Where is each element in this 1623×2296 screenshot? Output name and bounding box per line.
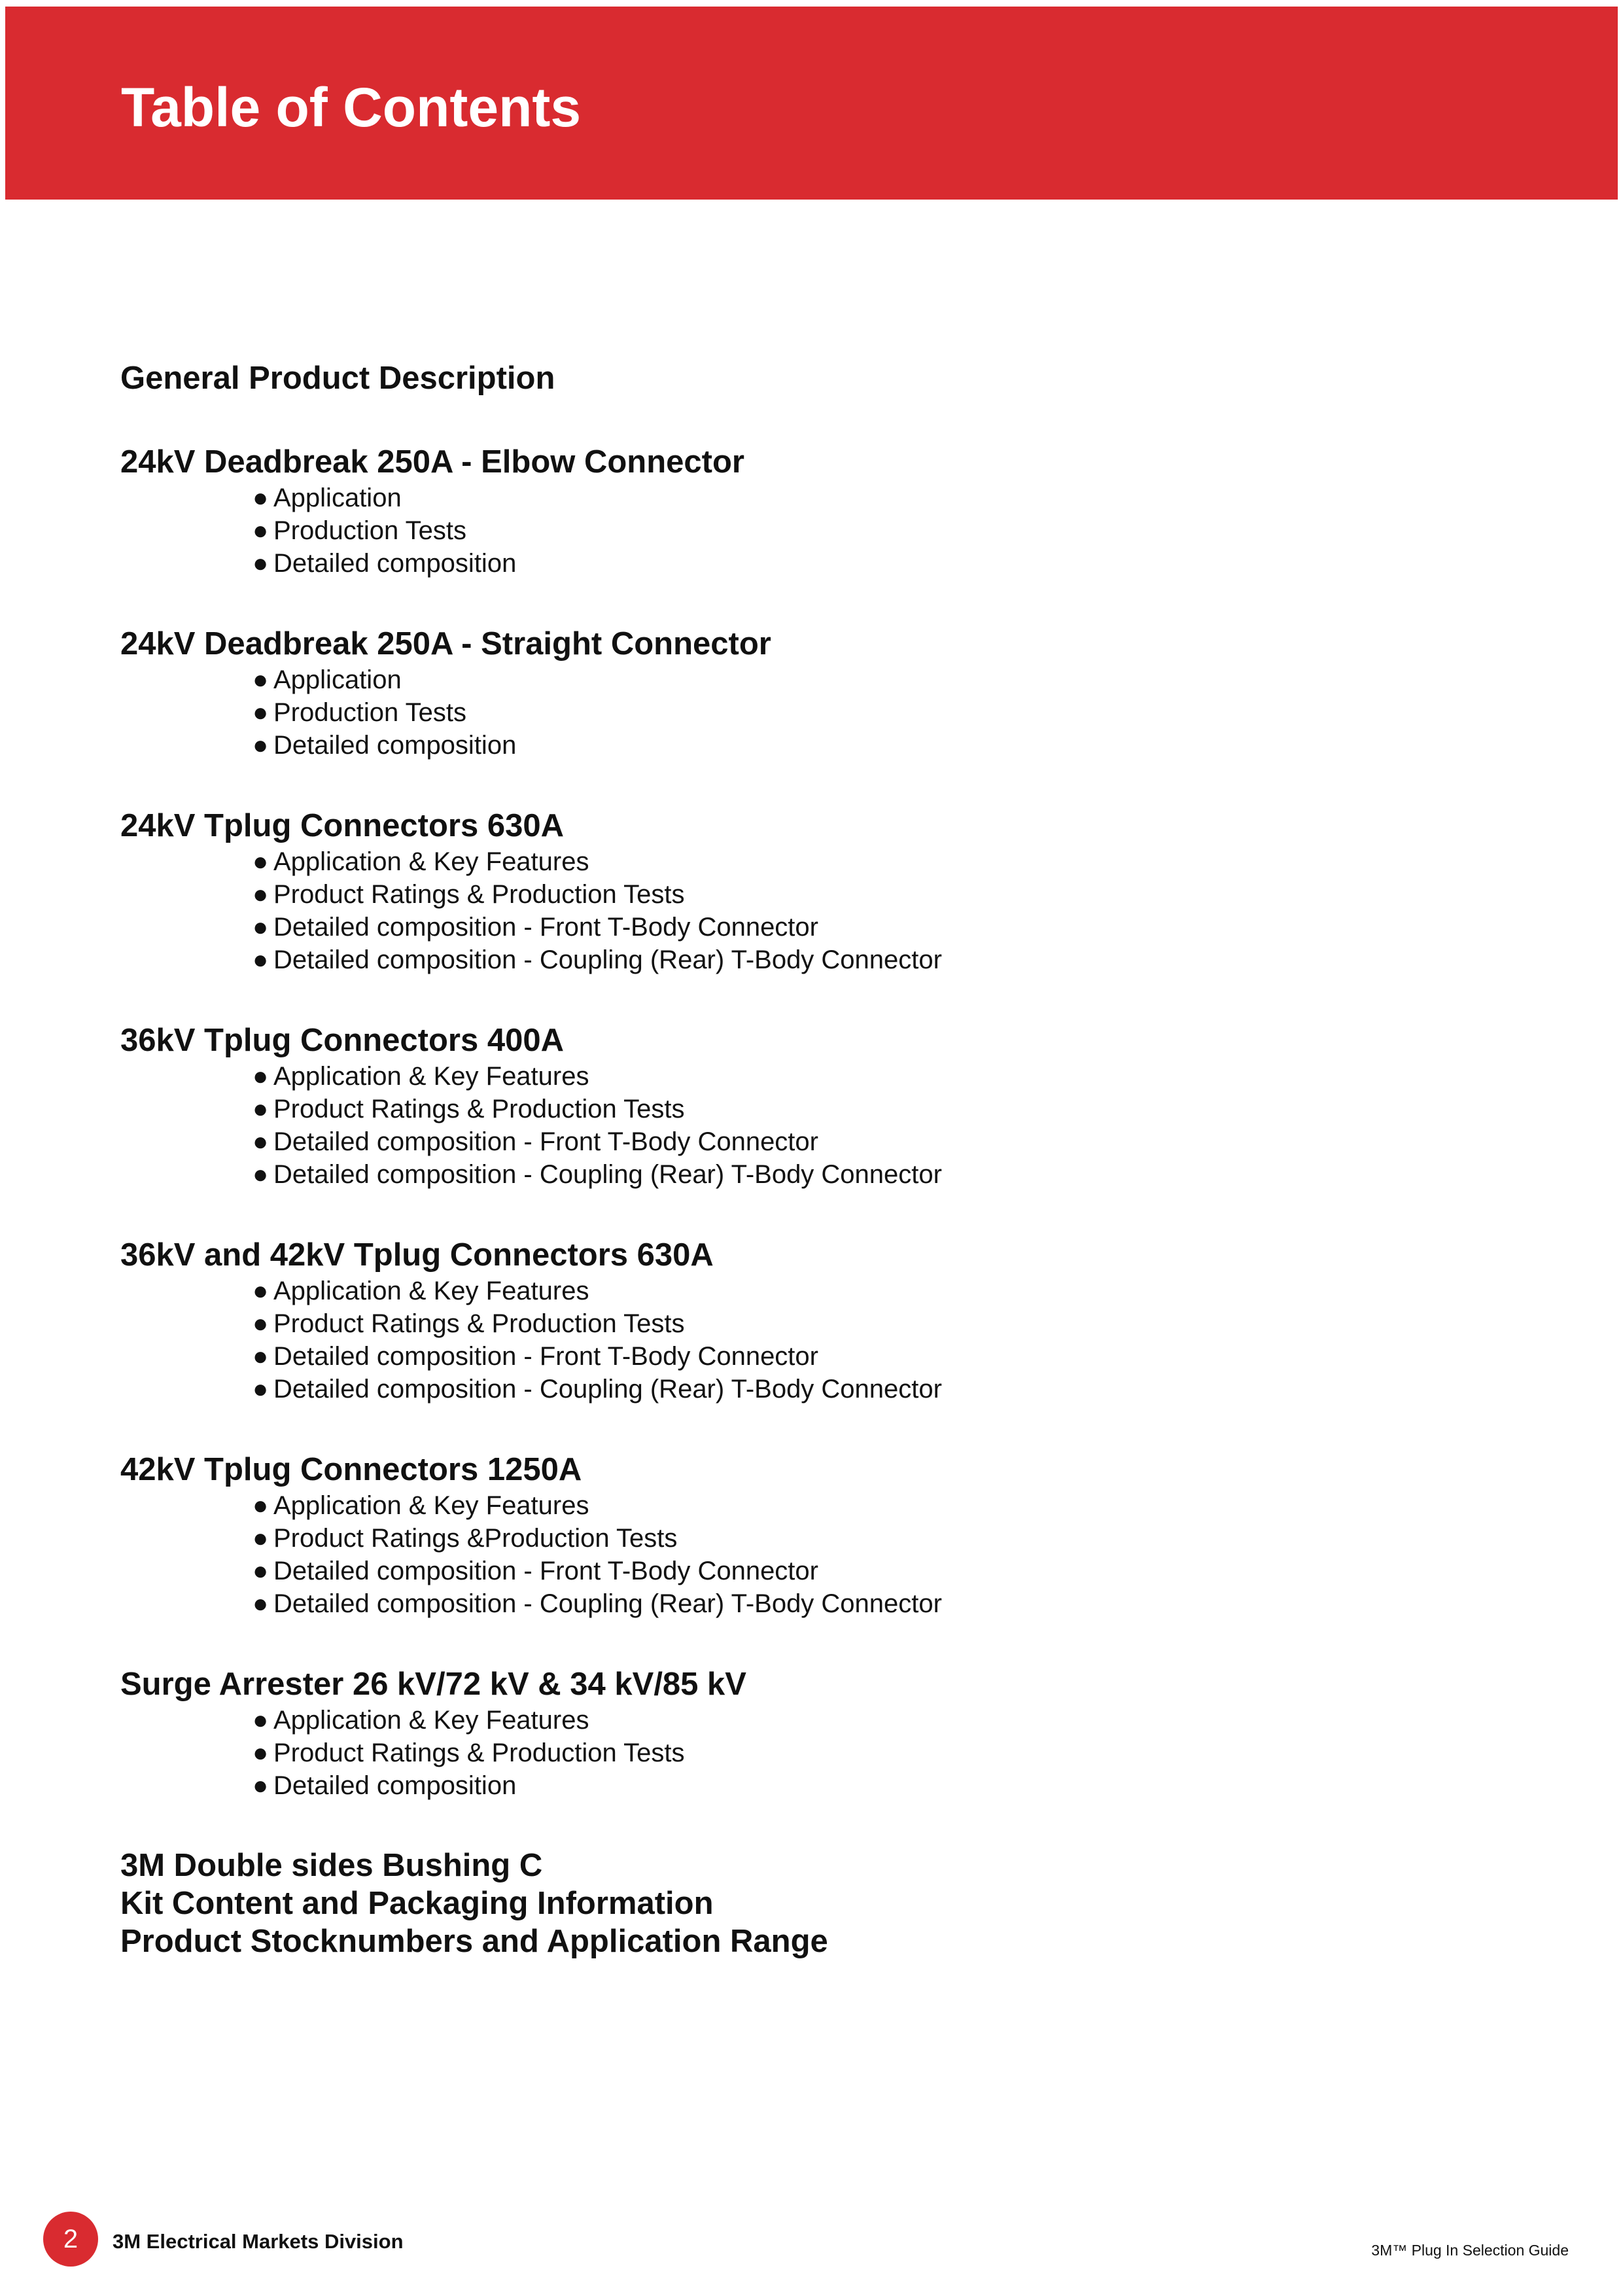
toc-section bbox=[120, 1450, 1363, 1620]
bullet-icon: ● bbox=[253, 880, 269, 909]
page-number-badge: 2 bbox=[43, 2212, 98, 2267]
bullet-icon: ● bbox=[253, 1309, 269, 1338]
toc-subitem-label: Application & Key Features bbox=[273, 1062, 589, 1091]
bullet-icon: ● bbox=[253, 1491, 269, 1520]
toc-subitem[interactable] bbox=[253, 1340, 1363, 1373]
toc-subitem[interactable] bbox=[253, 547, 1363, 580]
toc-subitem[interactable] bbox=[253, 1737, 1363, 1769]
toc-subitem-label: Detailed composition - Front T-Body Connector bbox=[273, 1127, 818, 1156]
toc-subitem-label: Detailed composition - Coupling (Rear) T-Body Connector bbox=[273, 1375, 942, 1404]
toc-subitem-label: Detailed composition bbox=[273, 731, 517, 760]
bullet-icon: ● bbox=[253, 484, 269, 512]
toc-subitem[interactable] bbox=[253, 1489, 1363, 1522]
toc-subitems bbox=[120, 1704, 1363, 1802]
toc-subitem[interactable] bbox=[253, 1373, 1363, 1405]
bullet-icon: ● bbox=[253, 1127, 269, 1156]
toc-subitem-label: Detailed composition - Coupling (Rear) T-Body Connector bbox=[273, 945, 942, 974]
bullet-icon: ● bbox=[253, 1342, 269, 1371]
toc-subitem-label: Application & Key Features bbox=[273, 847, 589, 876]
toc-subitem-label: Detailed composition - Front T-Body Connector bbox=[273, 1342, 818, 1371]
toc-subitem[interactable] bbox=[253, 663, 1363, 696]
toc-subitem-label: Application bbox=[273, 665, 402, 694]
bullet-icon: ● bbox=[253, 1771, 269, 1800]
toc-section bbox=[120, 1021, 1363, 1191]
bullet-icon: ● bbox=[253, 1062, 269, 1091]
toc-subitems bbox=[120, 1489, 1363, 1620]
toc-section bbox=[120, 806, 1363, 976]
bullet-icon: ● bbox=[253, 665, 269, 694]
toc-subitem[interactable] bbox=[253, 878, 1363, 911]
toc-section bbox=[120, 1235, 1363, 1405]
toc-general bbox=[120, 359, 1363, 398]
toc-heading[interactable]: 36kV and 42kV Tplug Connectors 630A bbox=[120, 1237, 714, 1273]
toc-subitem[interactable] bbox=[253, 729, 1363, 762]
toc-heading[interactable]: 24kV Deadbreak 250A - Straight Connector bbox=[120, 626, 771, 662]
toc-subitem[interactable] bbox=[253, 911, 1363, 944]
bullet-icon: ● bbox=[253, 1739, 269, 1767]
toc-subitem-label: Detailed composition bbox=[273, 549, 517, 578]
toc-subitem[interactable] bbox=[253, 482, 1363, 514]
toc-heading[interactable]: 3M Double sides Bushing C bbox=[120, 1848, 543, 1883]
toc-subitems bbox=[120, 663, 1363, 762]
toc-subitem[interactable] bbox=[253, 845, 1363, 878]
toc-subitem-label: Detailed composition - Front T-Body Connector bbox=[273, 1557, 818, 1585]
toc-tail-group bbox=[120, 1846, 1363, 1960]
table-of-contents bbox=[120, 359, 1363, 2005]
bullet-icon: ● bbox=[253, 731, 269, 760]
toc-section bbox=[120, 1665, 1363, 1802]
toc-subitem-label: Detailed composition - Front T-Body Connector bbox=[273, 913, 818, 942]
toc-subitem-label: Detailed composition - Coupling (Rear) T-Body Connector bbox=[273, 1160, 942, 1189]
toc-heading[interactable]: 24kV Deadbreak 250A - Elbow Connector bbox=[120, 444, 744, 480]
toc-heading[interactable]: 42kV Tplug Connectors 1250A bbox=[120, 1452, 582, 1487]
toc-subitem-label: Production Tests bbox=[273, 698, 466, 727]
toc-heading[interactable]: Kit Content and Packaging Information bbox=[120, 1886, 714, 1921]
bullet-icon: ● bbox=[253, 913, 269, 942]
toc-subitem[interactable] bbox=[253, 1769, 1363, 1802]
toc-subitem[interactable] bbox=[253, 1158, 1363, 1191]
bullet-icon: ● bbox=[253, 516, 269, 545]
toc-subitems bbox=[120, 1060, 1363, 1191]
toc-subitem-label: Product Ratings & Production Tests bbox=[273, 1309, 685, 1338]
toc-subitem[interactable] bbox=[253, 1275, 1363, 1307]
toc-subitem[interactable] bbox=[253, 944, 1363, 976]
toc-subitems bbox=[120, 845, 1363, 976]
toc-heading[interactable]: General Product Description bbox=[120, 361, 555, 396]
bullet-icon: ● bbox=[253, 698, 269, 727]
bullet-icon: ● bbox=[253, 847, 269, 876]
toc-subitem[interactable] bbox=[253, 1522, 1363, 1555]
toc-heading[interactable]: Surge Arrester 26 kV/72 kV & 34 kV/85 kV bbox=[120, 1667, 746, 1702]
toc-subitem[interactable] bbox=[253, 514, 1363, 547]
toc-subitem[interactable] bbox=[253, 1093, 1363, 1125]
toc-subitem[interactable] bbox=[253, 1555, 1363, 1587]
toc-subitem[interactable] bbox=[253, 1307, 1363, 1340]
bullet-icon: ● bbox=[253, 1095, 269, 1123]
page-title: Table of Contents bbox=[121, 77, 582, 138]
toc-subitem-label: Application & Key Features bbox=[273, 1491, 589, 1520]
toc-subitems bbox=[120, 482, 1363, 580]
toc-heading[interactable]: 36kV Tplug Connectors 400A bbox=[120, 1023, 565, 1058]
toc-subitem-label: Application & Key Features bbox=[273, 1277, 589, 1305]
toc-subitem[interactable] bbox=[253, 1125, 1363, 1158]
header-band bbox=[5, 7, 1618, 200]
toc-subitem[interactable] bbox=[253, 1587, 1363, 1620]
toc-subitem-label: Product Ratings & Production Tests bbox=[273, 1739, 685, 1767]
toc-subitem-label: Detailed composition bbox=[273, 1771, 517, 1800]
toc-section bbox=[120, 624, 1363, 762]
toc-subitem-label: Product Ratings &Production Tests bbox=[273, 1524, 678, 1553]
toc-subitem-label: Production Tests bbox=[273, 516, 466, 545]
toc-subitem-label: Product Ratings & Production Tests bbox=[273, 880, 685, 909]
bullet-icon: ● bbox=[253, 1375, 269, 1404]
toc-section bbox=[120, 442, 1363, 580]
bullet-icon: ● bbox=[253, 1277, 269, 1305]
bullet-icon: ● bbox=[253, 1589, 269, 1618]
toc-subitem[interactable] bbox=[253, 1704, 1363, 1737]
bullet-icon: ● bbox=[253, 1706, 269, 1735]
toc-subitem[interactable] bbox=[253, 1060, 1363, 1093]
bullet-icon: ● bbox=[253, 945, 269, 974]
toc-heading[interactable]: Product Stocknumbers and Application Range bbox=[120, 1924, 828, 1959]
toc-subitem-label: Application & Key Features bbox=[273, 1706, 589, 1735]
toc-subitem-label: Detailed composition - Coupling (Rear) T-Body Connector bbox=[273, 1589, 942, 1618]
bullet-icon: ● bbox=[253, 1557, 269, 1585]
toc-subitem-label: Product Ratings & Production Tests bbox=[273, 1095, 685, 1123]
bullet-icon: ● bbox=[253, 549, 269, 578]
bullet-icon: ● bbox=[253, 1524, 269, 1553]
toc-heading[interactable]: 24kV Tplug Connectors 630A bbox=[120, 808, 565, 843]
toc-subitems bbox=[120, 1275, 1363, 1405]
toc-subitem-label: Application bbox=[273, 484, 402, 512]
footer-guide-title: 3M™ Plug In Selection Guide bbox=[1371, 2242, 1569, 2259]
footer-division: 3M Electrical Markets Division bbox=[113, 2230, 404, 2253]
bullet-icon: ● bbox=[253, 1160, 269, 1189]
toc-subitem[interactable] bbox=[253, 696, 1363, 729]
